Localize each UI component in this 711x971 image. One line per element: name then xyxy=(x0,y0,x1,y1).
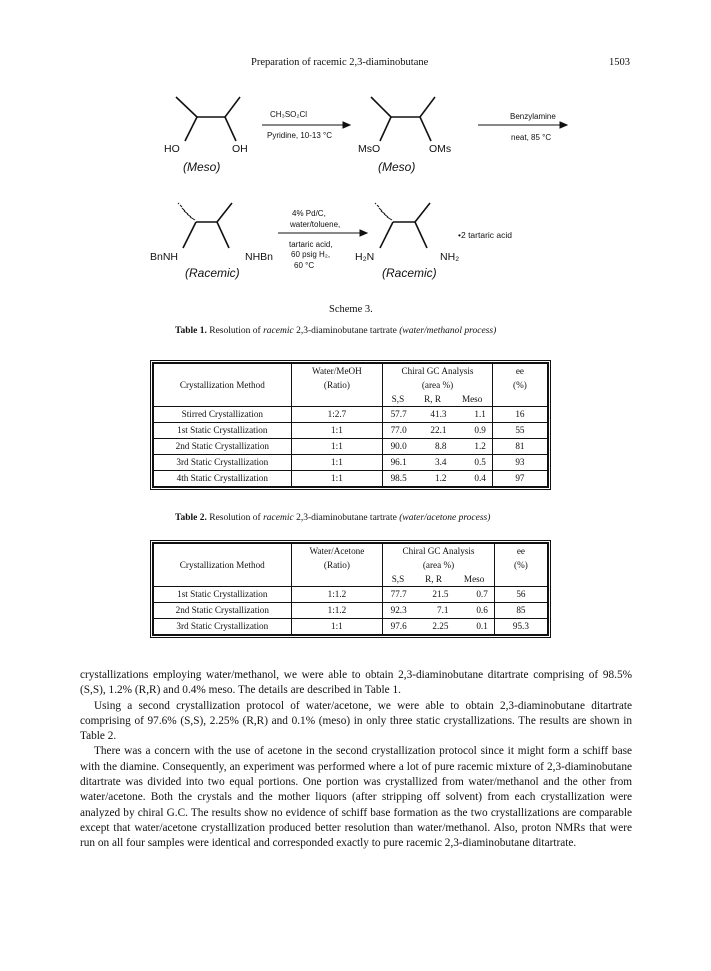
table-2 xyxy=(152,542,549,636)
table1-caption-italic2: (water/methanol process) xyxy=(399,326,497,336)
t1-cell-rr: 1.2 xyxy=(413,471,453,488)
t2-cell-rr: 21.5 xyxy=(413,587,455,603)
label-oms: OMs xyxy=(429,143,452,155)
arrow3-reagent-2: water/toluene, xyxy=(290,220,341,229)
t1-cell-meso: 0.9 xyxy=(452,423,492,439)
paragraph-1: crystallizations employing water/methanol, we were able to obtain 2,3-diaminobutane ditartrate comprising of 98.5% (S,S), 1.2% (R,R) and 0.4% meso. The details are described in Table 1. xyxy=(80,669,632,697)
t1-row xyxy=(153,407,548,423)
table-1 xyxy=(152,362,549,488)
tartaric-acid-salt: •2 tartaric acid xyxy=(458,230,512,240)
table1-caption-text: Resolution of xyxy=(209,326,261,336)
t2-cell-ratio: 1:1 xyxy=(291,619,383,636)
t1-cell-ratio: 1:1 xyxy=(291,455,383,471)
hashed-wedge-1 xyxy=(178,203,195,220)
arrow3-cond-1: tartaric acid, xyxy=(289,240,333,249)
t2-header-ratio: Water/Acetone xyxy=(291,543,383,558)
label-meso-1: (Meso) xyxy=(183,160,221,174)
t1-header-rr: R, R xyxy=(424,393,441,404)
paragraph-3: There was a concern with the use of acetone in the second crystallization protocol since it might form a schiff base with the diamine. Consequently, an experiment was performed where a lot of pure racemic mixture of 2,3-diaminobutane ditartrate was divided into two equal portions. One portion was crystallized from water/methanol and the other from water/acetone. Both the crystals and the mother liquors (after stripping off solvent) from each crystallization were analyzed by chiral G.C. The results show no evidence of schiff base formation as the two crystallizations are comparable except that water/acetone crystallization produced better resolution than water/methanol. Also, proton NMRs that were run on all four samples were identical and corresponded exactly to pure racemic 2,3-diaminobutane ditartrate. xyxy=(80,745,632,850)
hashed-wedge-2 xyxy=(375,203,392,220)
t2-cell-rr: 7.1 xyxy=(413,603,455,619)
arrow2-conditions: neat, 85 °C xyxy=(511,133,552,142)
label-nh2: NH₂ xyxy=(440,251,460,263)
racemic-diamine-structure xyxy=(380,203,430,248)
label-ho: HO xyxy=(164,143,180,155)
arrow3-reagent-1: 4% Pd/C, xyxy=(292,209,326,218)
t1-cell-rr: 41.3 xyxy=(413,407,453,423)
t2-cell-meso: 0.6 xyxy=(454,603,494,619)
arrow-3 xyxy=(278,230,367,236)
label-meso-2: (Meso) xyxy=(378,160,416,174)
t1-row xyxy=(153,423,548,439)
t1-cell-meso: 1.1 xyxy=(452,407,492,423)
table2-label: Table 2. xyxy=(175,513,207,523)
t1-row xyxy=(153,471,548,488)
t2-header-meso: Meso xyxy=(463,573,485,584)
t1-header-ee: ee xyxy=(492,363,548,378)
t2-cell-ratio: 1:1.2 xyxy=(291,587,383,603)
body-text xyxy=(80,668,632,852)
t1-header-gc: Chiral GC Analysis xyxy=(383,363,493,378)
t1-cell-ee: 16 xyxy=(492,407,548,423)
label-h2n: H₂N xyxy=(355,251,375,263)
t1-cell-rr: 22.1 xyxy=(413,423,453,439)
t1-cell-ratio: 1:2.7 xyxy=(291,407,383,423)
t1-cell-meso: 1.2 xyxy=(452,439,492,455)
paragraph-2: Using a second crystallization protocol of water/acetone, we were able to obtain 2,3-diaminobutane ditartrate comprising of 97.6% (S,S), 2.25% (R,R) and 0.1% (meso) in only three static crystallizations. The results are shown in Table 2. xyxy=(80,699,632,743)
t1-header-ratio-sub: (Ratio) xyxy=(291,378,383,392)
t1-cell-ee: 81 xyxy=(492,439,548,455)
table2-caption-text: Resolution of xyxy=(209,513,261,523)
t1-cell-ss: 98.5 xyxy=(383,471,413,488)
t2-row xyxy=(153,619,548,636)
t2-header-ee: ee xyxy=(494,543,548,558)
t1-header-gc-sub: (area %) xyxy=(383,378,493,392)
t2-header-gc: Chiral GC Analysis xyxy=(383,543,495,558)
t1-header-ss: S,S xyxy=(383,392,413,407)
t1-row xyxy=(153,455,548,471)
table2-caption-text2: 2,3-diaminobutane tartrate xyxy=(296,513,397,523)
page-number: 1503 xyxy=(609,57,630,68)
t2-cell-rr: 2.25 xyxy=(413,619,455,636)
t2-cell-meso: 0.7 xyxy=(454,587,494,603)
table2-caption-italic2: (water/acetone process) xyxy=(399,513,491,523)
racemic-dibenzylamine-structure xyxy=(183,203,232,248)
t1-cell-method: 3rd Static Crystallization xyxy=(153,455,291,471)
t2-header-ss: S,S xyxy=(383,572,413,587)
t1-header-meso: Meso xyxy=(461,393,483,404)
t2-header-rr: R, R xyxy=(425,573,442,584)
label-nhbn: NHBn xyxy=(245,251,274,263)
arrow3-cond-3: 60 °C xyxy=(294,261,315,270)
t1-cell-meso: 0.5 xyxy=(452,455,492,471)
t1-cell-ss: 96.1 xyxy=(383,455,413,471)
arrow-1 xyxy=(262,122,350,128)
label-racemic-2: (Racemic) xyxy=(382,266,437,280)
t1-cell-ratio: 1:1 xyxy=(291,439,383,455)
t2-header-ratio-sub: (Ratio) xyxy=(291,558,383,572)
t1-cell-ss: 90.0 xyxy=(383,439,413,455)
t1-cell-rr: 8.8 xyxy=(413,439,453,455)
t2-cell-method: 3rd Static Crystallization xyxy=(153,619,291,636)
table2-caption xyxy=(175,513,490,523)
t2-header-gc-sub: (area %) xyxy=(383,558,495,572)
scheme-caption: Scheme 3. xyxy=(329,304,373,315)
t2-cell-ee: 95.3 xyxy=(494,619,548,636)
t1-cell-ee: 93 xyxy=(492,455,548,471)
t2-cell-ss: 97.6 xyxy=(383,619,413,636)
label-bnnh: BnNH xyxy=(150,251,179,263)
t1-header-ratio: Water/MeOH xyxy=(291,363,383,378)
t1-cell-meso: 0.4 xyxy=(452,471,492,488)
table1-caption-text2: 2,3-diaminobutane tartrate xyxy=(296,326,397,336)
t2-cell-ss: 92.3 xyxy=(383,603,413,619)
table2-caption-italic1: racemic xyxy=(263,513,294,523)
t1-cell-method: Stirred Crystallization xyxy=(153,407,291,423)
t2-cell-meso: 0.1 xyxy=(454,619,494,636)
label-oh: OH xyxy=(232,143,248,155)
t2-header-method: Crystallization Method xyxy=(179,559,265,570)
t1-cell-rr: 3.4 xyxy=(413,455,453,471)
t2-cell-ee: 85 xyxy=(494,603,548,619)
arrow2-reagent: Benzylamine xyxy=(510,112,556,121)
t1-cell-ratio: 1:1 xyxy=(291,423,383,439)
arrow1-reagent: CH₃SO₂Cl xyxy=(270,110,308,119)
label-mso: MsO xyxy=(358,143,381,155)
t1-cell-ratio: 1:1 xyxy=(291,471,383,488)
t2-cell-method: 1st Static Crystallization xyxy=(153,587,291,603)
table1-caption-italic1: racemic xyxy=(263,326,294,336)
arrow3-cond-2: 60 psig H₂, xyxy=(291,250,331,259)
t1-cell-method: 1st Static Crystallization xyxy=(153,423,291,439)
meso-diol-structure xyxy=(176,97,240,141)
t1-header-ee-sub: (%) xyxy=(492,378,548,392)
t2-row xyxy=(153,603,548,619)
t1-cell-method: 4th Static Crystallization xyxy=(153,471,291,488)
t2-header-ee-sub: (%) xyxy=(494,558,548,572)
arrow-2 xyxy=(478,122,567,128)
t2-cell-method: 2nd Static Crystallization xyxy=(153,603,291,619)
arrow1-conditions: Pyridine, 10-13 °C xyxy=(267,131,333,140)
t1-cell-method: 2nd Static Crystallization xyxy=(153,439,291,455)
t1-cell-ee: 97 xyxy=(492,471,548,488)
meso-dimesylate-structure xyxy=(371,97,435,141)
t2-cell-ratio: 1:1.2 xyxy=(291,603,383,619)
t2-row xyxy=(153,587,548,603)
t1-header-method: Crystallization Method xyxy=(179,379,265,390)
table1-label: Table 1. xyxy=(175,326,207,336)
running-title: Preparation of racemic 2,3-diaminobutane xyxy=(251,57,429,68)
label-racemic-1: (Racemic) xyxy=(185,266,240,280)
t1-cell-ss: 77.0 xyxy=(383,423,413,439)
table1-caption xyxy=(175,326,496,336)
t2-cell-ss: 77.7 xyxy=(383,587,413,603)
t2-cell-ee: 56 xyxy=(494,587,548,603)
t1-cell-ss: 57.7 xyxy=(383,407,413,423)
t1-cell-ee: 55 xyxy=(492,423,548,439)
t1-row xyxy=(153,439,548,455)
